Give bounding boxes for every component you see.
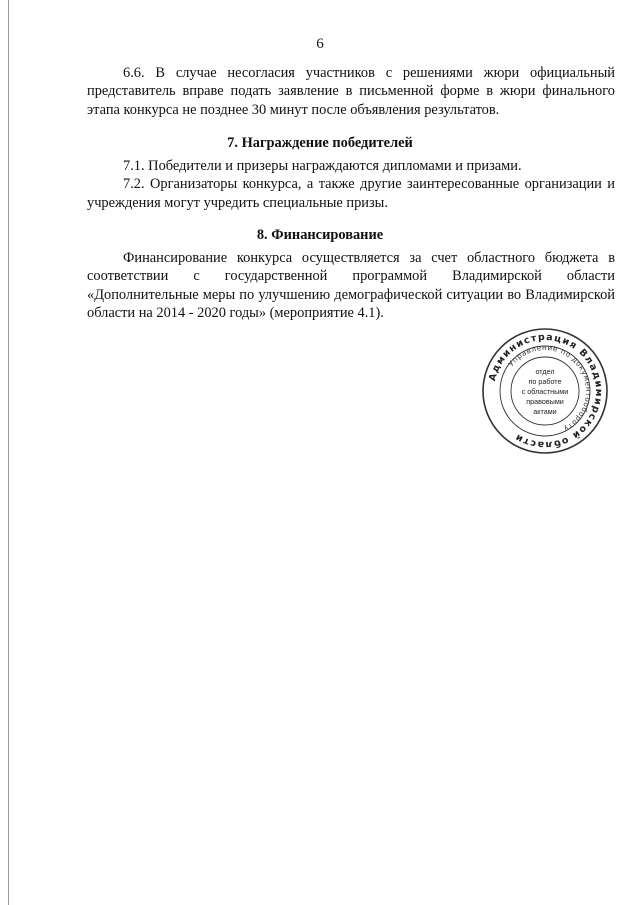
section-7-heading: 7. Награждение победителей: [227, 135, 413, 151]
stamp-line-3: с областными: [521, 387, 569, 396]
section-7-block: [87, 157, 615, 212]
paragraph-6-6: 6.6. В случае несогласия участников с решениями жюри официальный представитель вправе подать заявление в письменной форме в жюри финального этапа конкурса не позднее 30 минут после объявления результатов.: [87, 65, 615, 118]
paragraph-8-1: Финансирование конкурса осуществляется за счет областного бюджета в соответствии с государственной программой Владимирской области «Дополнительные меры по улучшению демографической ситуации во Владимирской области на 2014 - 2020 годы» (мероприятие 4.1).: [87, 250, 615, 322]
section-8-heading: 8. Финансирование: [256, 227, 384, 243]
stamp-middle-text: Управление по документообороту: [506, 342, 594, 435]
stamp-outer-text: Администрация Владимирской области: [487, 331, 605, 451]
section-8-block: [87, 249, 615, 323]
paragraph-7-1: 7.1. Победители и призеры награждаются дипломами и призами.: [123, 158, 522, 174]
stamp-line-5: актами: [533, 407, 557, 416]
stamp-line-4: правовыми: [526, 397, 564, 406]
page-number: 6: [316, 36, 324, 52]
stamp-line-2: по работе: [528, 377, 562, 386]
official-stamp: [481, 327, 609, 455]
stamp-line-1: отдел: [535, 367, 555, 376]
section-6-block: [87, 64, 615, 119]
paragraph-7-2: 7.2. Организаторы конкурса, а также другие заинтересованные организации и учреждения могут учредить специальные призы.: [87, 176, 615, 211]
